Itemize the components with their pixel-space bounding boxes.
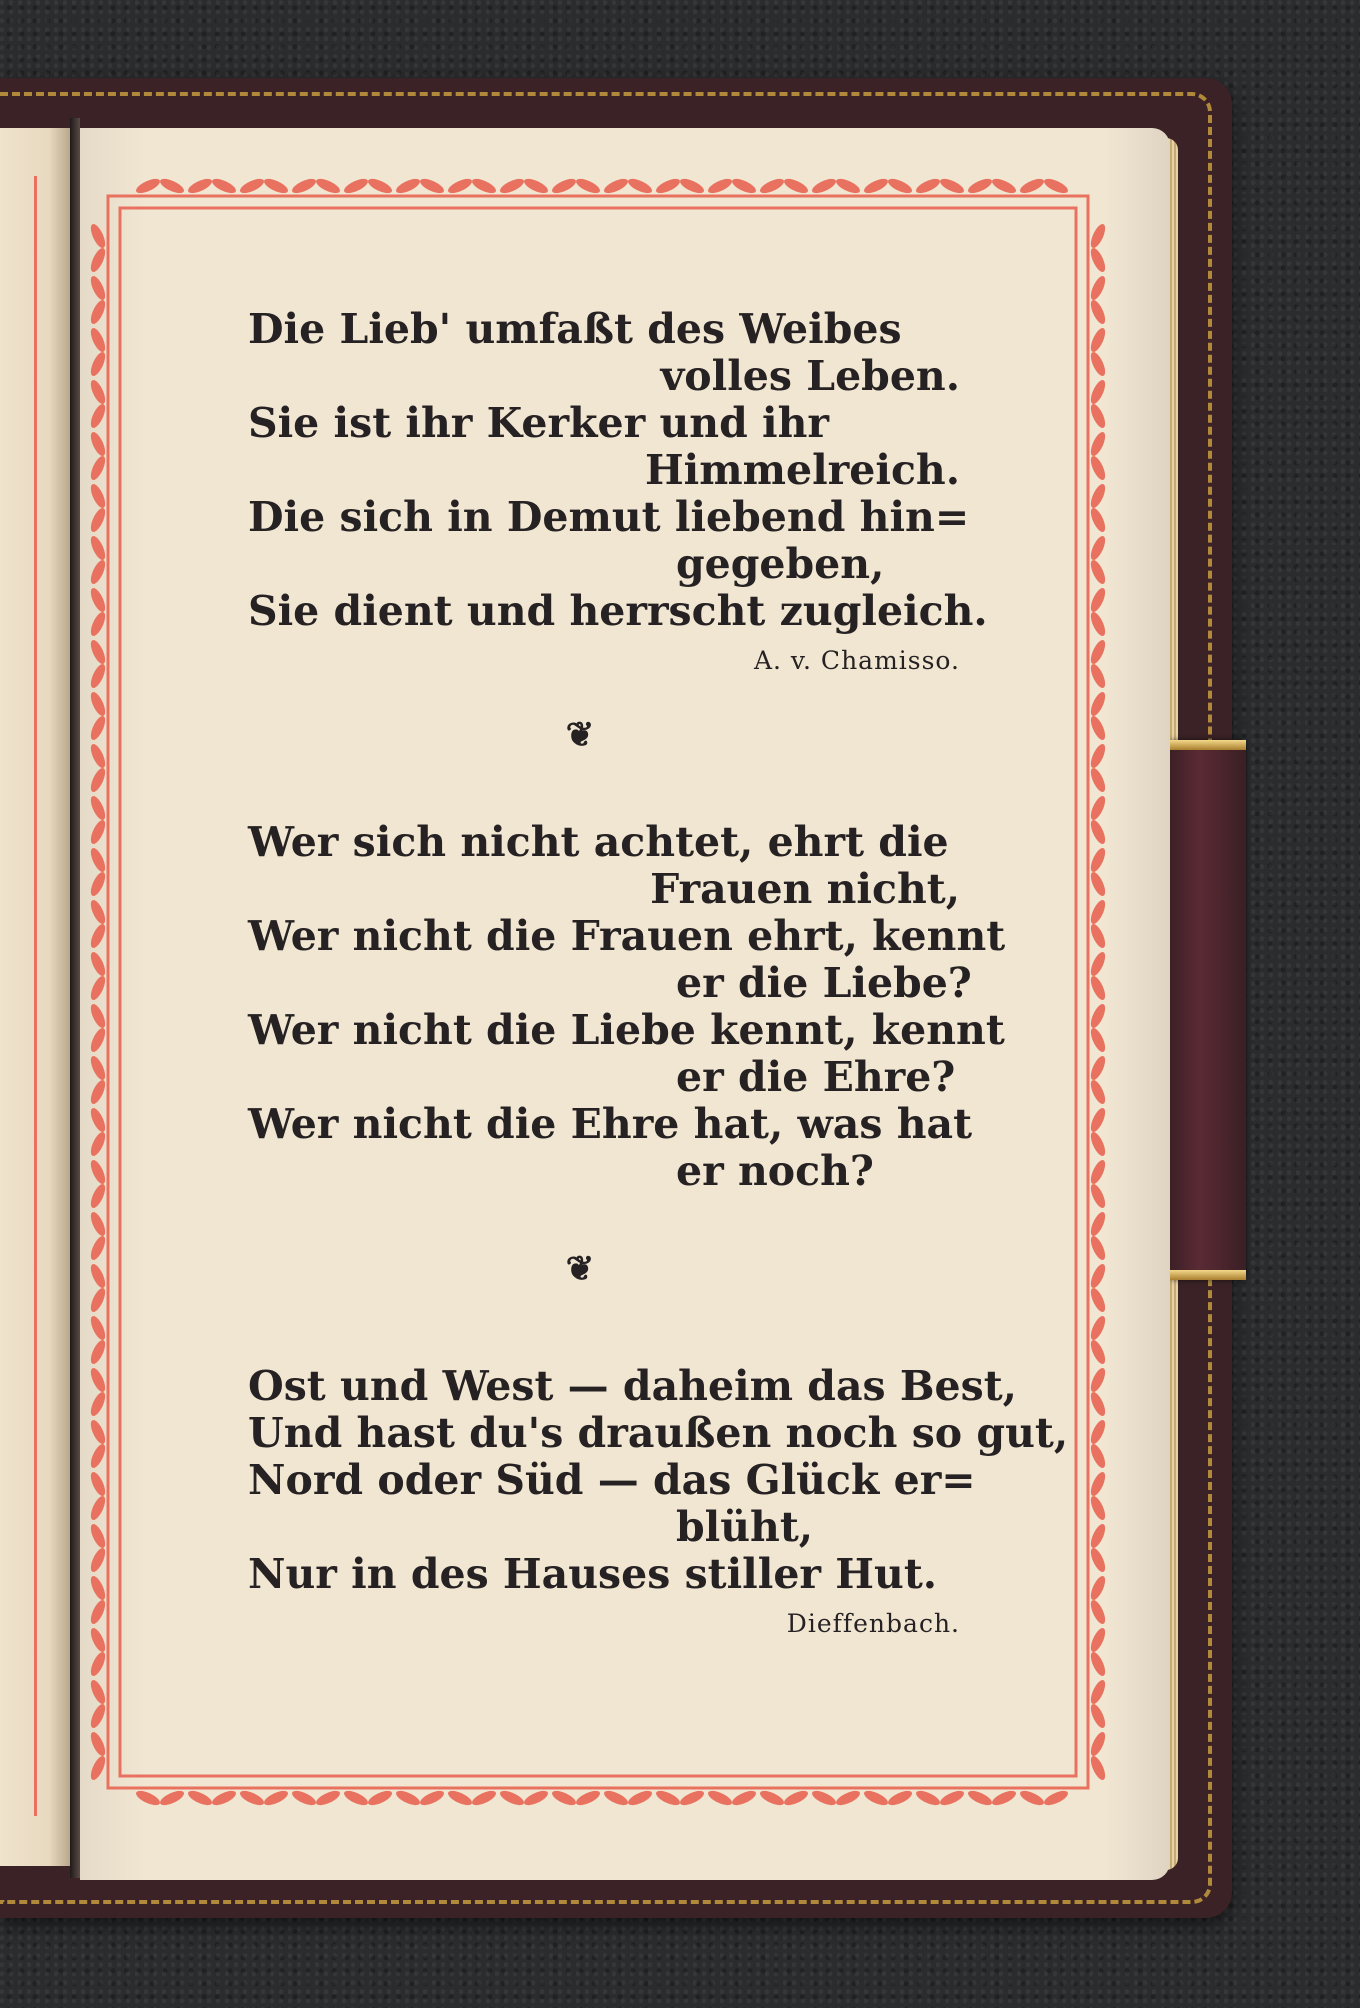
poem-line: blüht,: [676, 1503, 814, 1551]
poem-line: Nord oder Süd — das Glück er=: [248, 1456, 976, 1504]
poem-line: Und hast du's draußen noch so gut,: [248, 1409, 1069, 1457]
poem-frauen: [248, 818, 1006, 1195]
poem-line: Himmelreich.: [644, 446, 960, 494]
poem-line: Frauen nicht,: [650, 865, 960, 913]
poem-line: Wer nicht die Ehre hat, was hat: [248, 1100, 973, 1148]
poem-line: Nur in des Hauses stiller Hut.: [248, 1550, 938, 1598]
poem-dieffenbach: [248, 1362, 1069, 1644]
poem-line: Die sich in Demut liebend hin=: [248, 493, 970, 541]
poem-line: Ost und West — daheim das Best,: [248, 1362, 1017, 1410]
poem-chamisso: [248, 305, 988, 681]
page-text: [248, 305, 1069, 1644]
poem-line: volles Leben.: [660, 352, 960, 400]
poem-line: Wer nicht die Frauen ehrt, kennt: [248, 912, 1006, 960]
ornament-divider: ❦: [565, 1249, 595, 1289]
author-attribution: A. v. Chamisso.: [753, 646, 960, 675]
poem-line: er die Ehre?: [676, 1053, 956, 1101]
poem-line: gegeben,: [676, 540, 885, 588]
poem-line: Sie ist ihr Kerker und ihr: [248, 399, 830, 447]
poem-line: er die Liebe?: [676, 959, 972, 1007]
poem-line: Wer nicht die Liebe kennt, kennt: [248, 1006, 1005, 1054]
poem-line: er noch?: [676, 1147, 874, 1195]
poem-line: Sie dient und herrscht zugleich.: [248, 587, 988, 635]
poem-line: Wer sich nicht achtet, ehrt die: [248, 818, 949, 866]
author-attribution: Dieffenbach.: [786, 1609, 960, 1638]
ornament-divider: ❦: [565, 715, 595, 755]
poem-line: Die Lieb' umfaßt des Weibes: [248, 305, 902, 353]
